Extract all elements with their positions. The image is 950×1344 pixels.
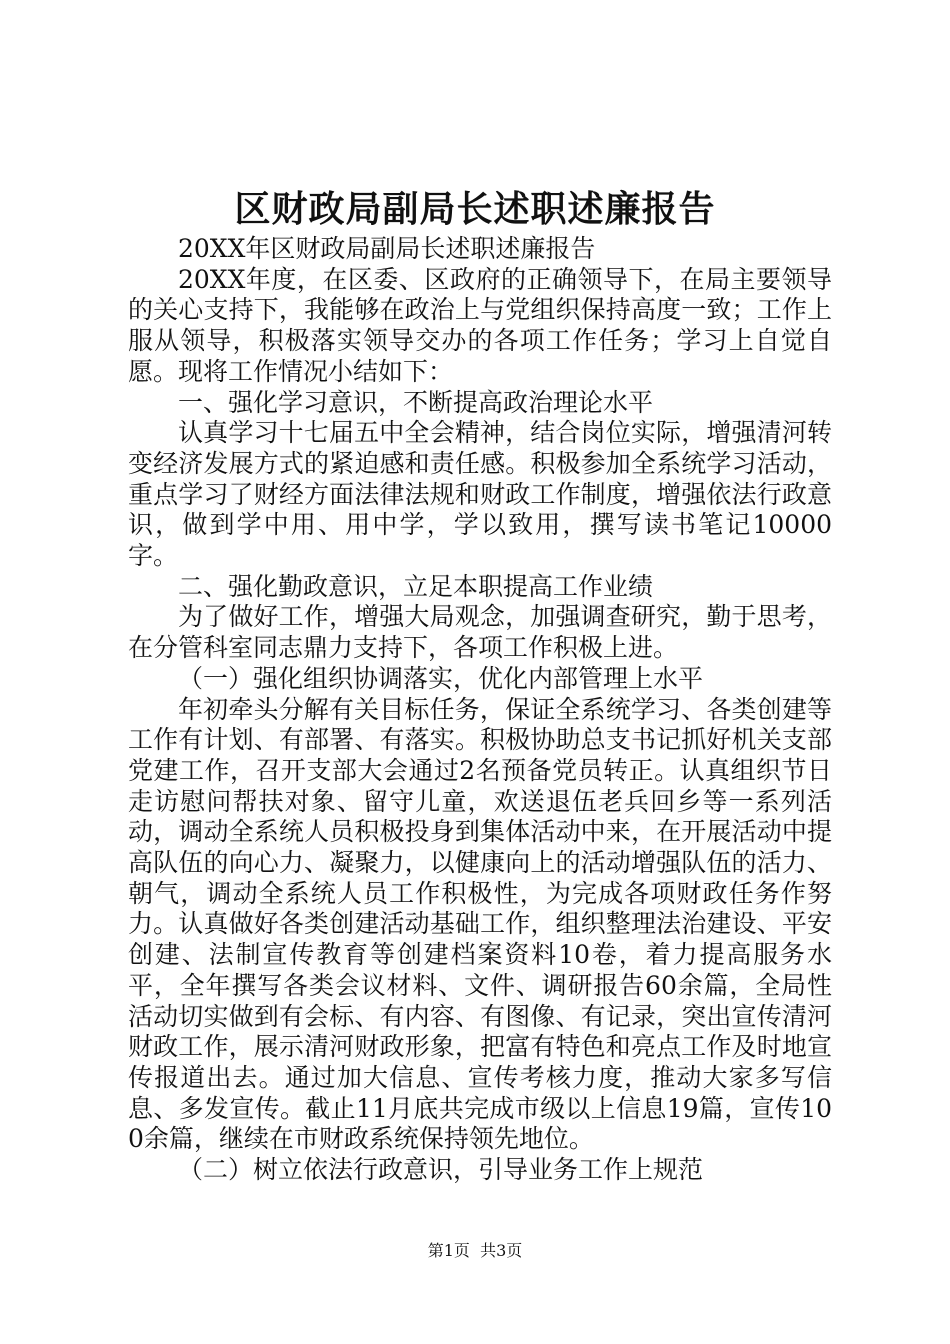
document-body: [128, 234, 832, 1186]
section-heading-1: 一、强化学习意识，不断提高政治理论水平: [178, 387, 654, 417]
page-number: 第1页 共3页: [427, 1241, 523, 1260]
subsection-heading-2: （二）树立依法行政意识，引导业务工作上规范: [178, 1155, 704, 1185]
paragraph-subtitle: 20XX年区财政局副局长述职述廉报告: [178, 234, 596, 263]
page-footer: [0, 1240, 950, 1262]
paragraph-intro: 20XX年度，在区委、区政府的正确领导下，在局主要领导的关心支持下，我能够在政治上与党组织保持高度一致；工作上服从领导，积极落实领导交办的各项工作任务；学习上自觉自愿。现将工作情况小结如下：: [128, 264, 832, 386]
section-heading-2: 二、强化勤政意识，立足本职提高工作业绩: [178, 571, 654, 601]
paragraph-study: 认真学习十七届五中全会精神，结合岗位实际，增强清河转变经济发展方式的紧迫感和责任感。积极参加全系统学习活动，重点学习了财经方面法律法规和财政工作制度，增强依法行政意识，做到学中用、用中学，学以致用，撰写读书笔记10000字。: [128, 418, 832, 571]
paragraph-work: 为了做好工作，增强大局观念，加强调查研究，勤于思考，在分管科室同志鼎力支持下，各项工作积极上进。: [128, 602, 832, 663]
subsection-heading-1: （一）强化组织协调落实，优化内部管理上水平: [178, 663, 704, 693]
document-title: 区财政局副局长述职述廉报告: [234, 188, 716, 230]
paragraph-coordination: 年初牵头分解有关目标任务，保证全系统学习、各类创建等工作有计划、有部署、有落实。积极协助总支书记抓好机关支部党建工作，召开支部大会通过2名预备党员转正。认真组织节日走访慰问帮扶对象、留守儿童，欢送退伍老兵回乡等一系列活动，调动全系统人员积极投身到集体活动中来，在开展活动中提高队伍的向心力、凝聚力，以健康向上的活动增强队伍的活力、朝气，调动全系统人员工作积极性，为完成各项财政任务作努力。认真做好各类创建活动基础工作，组织整理法治建设、平安创建、法制宣传教育等创建档案资料10卷，着力提高服务水平，全年撰写各类会议材料、文件、调研报告60余篇，全局性活动切实做到有会标、有内容、有图像、有记录，突出宣传清河财政工作，展示清河财政形象，把富有特色和亮点工作及时地宣传报道出去。通过加大信息、宣传考核力度，推动大家多写信息、多发宣传。截止11月底共完成市级以上信息19篇，宣传100余篇，继续在市财政系统保持领先地位。: [128, 694, 832, 1154]
